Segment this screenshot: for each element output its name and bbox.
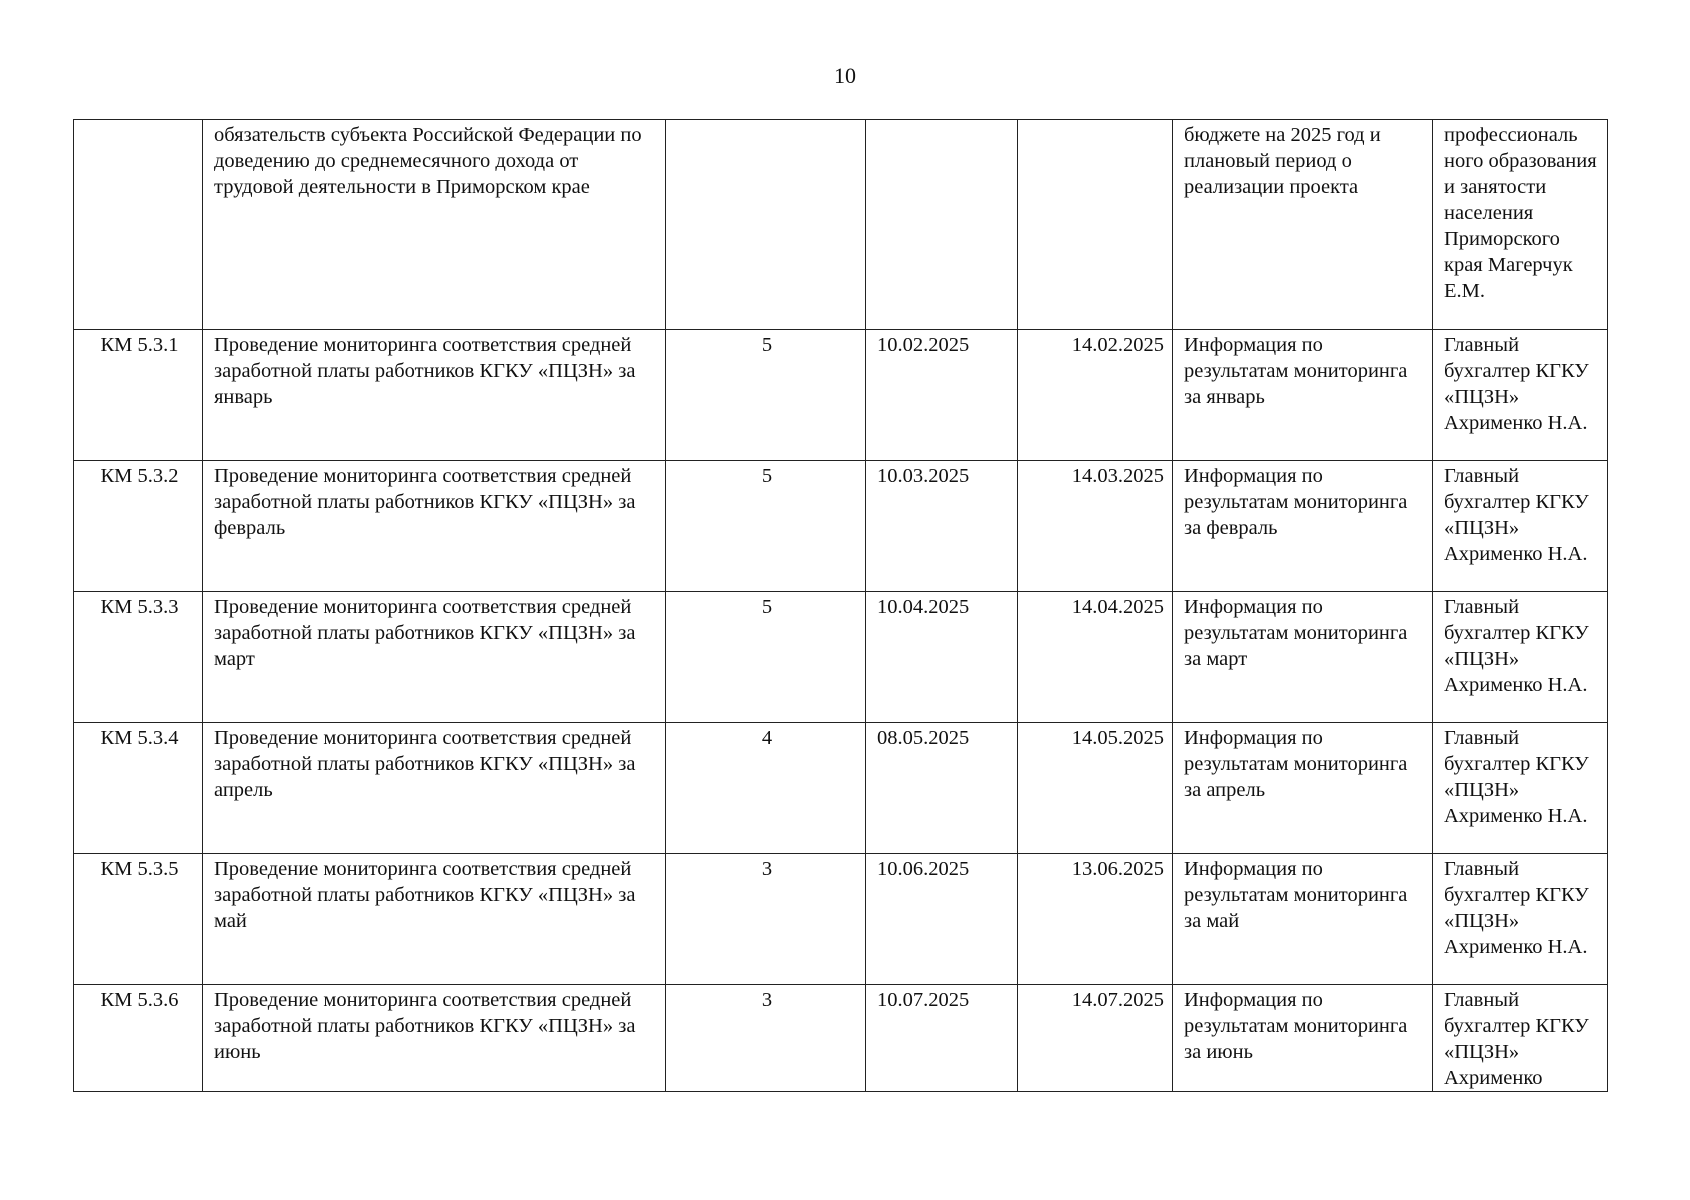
cell-duration: 3: [666, 985, 866, 1092]
cell-duration: 3: [666, 854, 866, 985]
cell-responsible: Главный бухгалтер КГКУ «ПЦЗН» Ахрименко Н.А.: [1433, 330, 1608, 461]
cell-result: Информация по результатам мониторинга за январь: [1173, 330, 1433, 461]
table-row: [74, 592, 1608, 723]
table-row: [74, 723, 1608, 854]
cell-result: Информация по результатам мониторинга за февраль: [1173, 461, 1433, 592]
table-row: [74, 330, 1608, 461]
cell-result: Информация по результатам мониторинга за апрель: [1173, 723, 1433, 854]
cell-activity: обязательств субъекта Российской Федерации по доведению до среднемесячного дохода от трудовой деятельности в Приморском крае: [203, 120, 666, 330]
cell-end-date: 14.05.2025: [1018, 723, 1173, 854]
cell-code: КМ 5.3.2: [74, 461, 203, 592]
cell-activity: Проведение мониторинга соответствия средней заработной платы работников КГКУ «ПЦЗН» за март: [203, 592, 666, 723]
cell-activity: Проведение мониторинга соответствия средней заработной платы работников КГКУ «ПЦЗН» за январь: [203, 330, 666, 461]
table-row: [74, 854, 1608, 985]
cell-activity: Проведение мониторинга соответствия средней заработной платы работников КГКУ «ПЦЗН» за май: [203, 854, 666, 985]
cell-end-date: 14.02.2025: [1018, 330, 1173, 461]
cell-end-date: 14.03.2025: [1018, 461, 1173, 592]
cell-start-date: 10.07.2025: [866, 985, 1018, 1092]
cell-end-date: 13.06.2025: [1018, 854, 1173, 985]
cell-code: [74, 120, 203, 330]
cell-result: Информация по результатам мониторинга за март: [1173, 592, 1433, 723]
table-row-continuation: [74, 120, 1608, 330]
cell-duration: [666, 120, 866, 330]
cell-start-date: [866, 120, 1018, 330]
cell-start-date: 10.02.2025: [866, 330, 1018, 461]
cell-end-date: 14.07.2025: [1018, 985, 1173, 1092]
cell-duration: 4: [666, 723, 866, 854]
cell-start-date: 10.04.2025: [866, 592, 1018, 723]
cell-responsible: Главный бухгалтер КГКУ «ПЦЗН» Ахрименко Н.А.: [1433, 461, 1608, 592]
cell-responsible: Главный бухгалтер КГКУ «ПЦЗН» Ахрименко: [1433, 985, 1608, 1092]
cell-duration: 5: [666, 592, 866, 723]
cell-code: КМ 5.3.6: [74, 985, 203, 1092]
cell-activity: Проведение мониторинга соответствия средней заработной платы работников КГКУ «ПЦЗН» за февраль: [203, 461, 666, 592]
cell-duration: 5: [666, 461, 866, 592]
table-row: [74, 461, 1608, 592]
cell-code: КМ 5.3.1: [74, 330, 203, 461]
cell-start-date: 08.05.2025: [866, 723, 1018, 854]
cell-code: КМ 5.3.3: [74, 592, 203, 723]
table-row: [74, 985, 1608, 1092]
cell-responsible: Главный бухгалтер КГКУ «ПЦЗН» Ахрименко Н.А.: [1433, 592, 1608, 723]
cell-responsible: профессиональ ного образования и занятости населения Приморского края Магерчук Е.М.: [1433, 120, 1608, 330]
cell-start-date: 10.06.2025: [866, 854, 1018, 985]
cell-activity: Проведение мониторинга соответствия средней заработной платы работников КГКУ «ПЦЗН» за июнь: [203, 985, 666, 1092]
cell-result: Информация по результатам мониторинга за май: [1173, 854, 1433, 985]
cell-start-date: 10.03.2025: [866, 461, 1018, 592]
cell-responsible: Главный бухгалтер КГКУ «ПЦЗН» Ахрименко Н.А.: [1433, 723, 1608, 854]
cell-code: КМ 5.3.4: [74, 723, 203, 854]
page-number: 10: [834, 63, 856, 88]
activity-table: [73, 119, 1608, 1092]
cell-code: КМ 5.3.5: [74, 854, 203, 985]
cell-end-date: [1018, 120, 1173, 330]
cell-activity: Проведение мониторинга соответствия средней заработной платы работников КГКУ «ПЦЗН» за апрель: [203, 723, 666, 854]
cell-result: бюджете на 2025 год и плановый период о реализации проекта: [1173, 120, 1433, 330]
cell-responsible: Главный бухгалтер КГКУ «ПЦЗН» Ахрименко Н.А.: [1433, 854, 1608, 985]
cell-end-date: 14.04.2025: [1018, 592, 1173, 723]
cell-result: Информация по результатам мониторинга за июнь: [1173, 985, 1433, 1092]
cell-duration: 5: [666, 330, 866, 461]
